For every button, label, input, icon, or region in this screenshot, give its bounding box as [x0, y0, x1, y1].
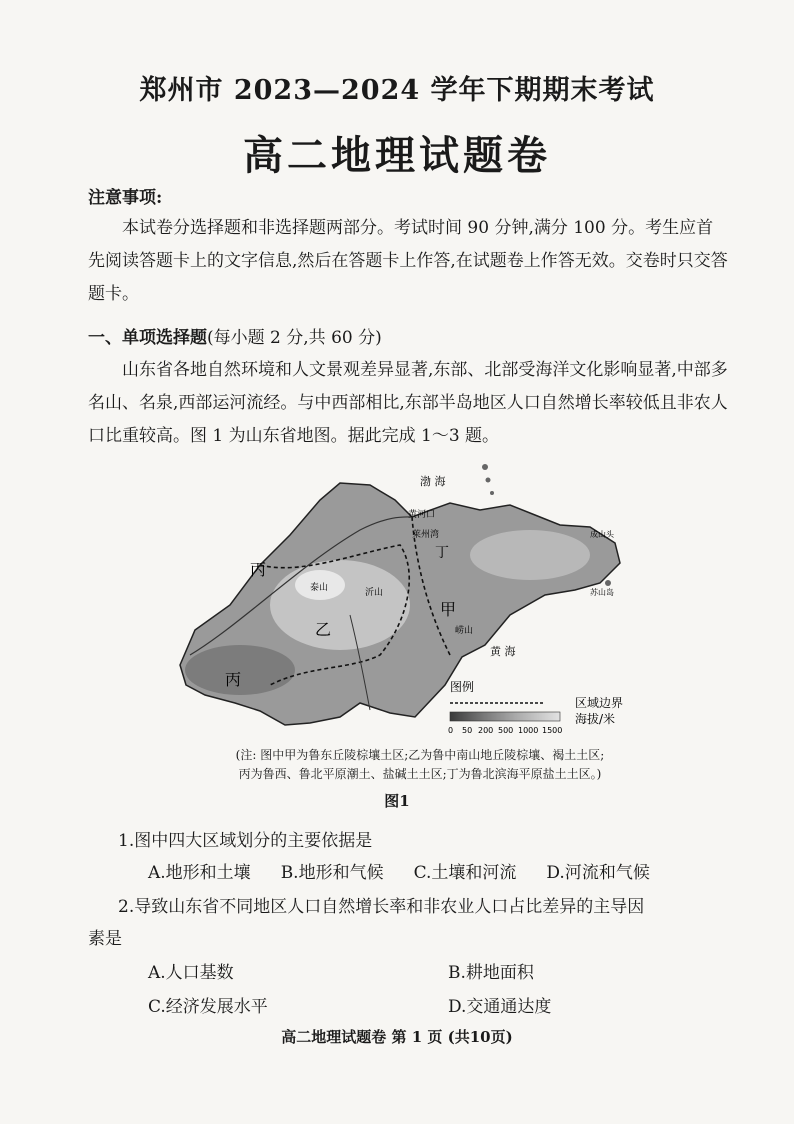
q2-option-d: D.交通通达度: [448, 997, 552, 1017]
label-huanghekou: 黄河口: [408, 510, 436, 520]
legend-tick: 1000: [518, 726, 539, 735]
exam-subtitle: 高二地理试题卷: [243, 132, 551, 179]
label-chengshantou: 成山头: [590, 530, 614, 539]
notice-body: 本试卷分选择题和非选择题两部分。考试时间 90 分钟,满分 100 分。考生应首先阅读答题卡上的文字信息,然后在答题卡上作答,在试题卷上作答无效。交卷时只交答题卡。: [88, 218, 728, 304]
central-mountains: [270, 560, 410, 650]
label-yishan: 沂山: [365, 588, 384, 598]
label-laizhouwan: 莱州湾: [412, 530, 440, 540]
q1-option-a: A.地形和土壤: [148, 863, 251, 883]
island: [605, 580, 611, 586]
island: [490, 491, 494, 495]
page-footer: 高二地理试题卷 第 1 页 (共10页): [281, 1028, 513, 1046]
label-bing-north: 丙: [250, 560, 267, 579]
legend-ticks: [448, 726, 562, 735]
figure-caption: 图1: [384, 792, 410, 810]
legend-boundary-label: 区域边界: [575, 696, 624, 710]
shandong-map: [150, 455, 650, 745]
legend-tick: 0: [448, 726, 454, 735]
question-1-stem: 1.图中四大区域划分的主要依据是: [118, 831, 373, 851]
label-ding: 丁: [435, 545, 449, 561]
question-2-stem-cont: 素是: [88, 929, 122, 949]
q1-option-d: D.河流和气候: [546, 863, 650, 883]
label-sushandao: 苏山岛: [590, 588, 614, 597]
label-laoshan: 崂山: [455, 626, 474, 636]
section-heading-label: 一、单项选择题: [88, 328, 207, 348]
q2-option-a: A.人口基数: [148, 963, 234, 983]
island: [486, 478, 491, 483]
map-note: [160, 746, 680, 784]
map-note-line1: (注: 图中甲为鲁东丘陵棕壤土区;乙为鲁中南山地丘陵棕壤、褐土土区;: [235, 748, 605, 762]
legend-elev-bar: [450, 712, 560, 721]
eastern-hills: [470, 530, 590, 580]
label-bohai: 渤 海: [420, 475, 446, 488]
question-2-stem: 2.导致山东省不同地区人口自然增长率和非农业人口占比差异的主导因: [118, 897, 645, 917]
map-note-line2: 丙为鲁西、鲁北平原潮土、盐碱土土区;丁为鲁北滨海平原盐土土区。): [238, 767, 602, 781]
section-intro: 山东省各地自然环境和人文景观差异显著,东部、北部受海洋文化影响显著,中部多名山、名泉,西部运河流经。与中西部相比,东部半岛地区人口自然增长率较低且非农人口比重较高。图 1 为山东省地图。据此完成 1～3 题。: [88, 360, 728, 446]
exam-title: 郑州市 2023—2024 学年下期期末考试: [139, 75, 655, 106]
label-yi: 乙: [315, 620, 332, 639]
label-jia: 甲: [440, 600, 457, 619]
legend-elev-label: 海拔/米: [575, 712, 616, 726]
notice-heading: 注意事项:: [88, 188, 163, 208]
label-taishan: 泰山: [310, 583, 329, 593]
legend-tick: 500: [498, 726, 514, 735]
q1-option-c: C.土壤和河流: [413, 863, 517, 883]
map-svg: [150, 455, 650, 745]
legend-tick: 200: [478, 726, 494, 735]
legend-title: 图例: [450, 680, 475, 694]
q2-option-c: C.经济发展水平: [148, 997, 268, 1017]
q2-option-b: B.耕地面积: [448, 963, 534, 983]
legend-tick: 1500: [542, 726, 563, 735]
section-heading-note: (每小题 2 分,共 60 分): [207, 328, 382, 348]
question-1-options: [148, 858, 728, 883]
label-huanghai: 黄 海: [490, 645, 516, 658]
section-heading: [88, 322, 728, 355]
legend-tick: 50: [462, 726, 473, 735]
label-bing-west: 丙: [225, 670, 242, 689]
q1-option-b: B.地形和气候: [280, 863, 384, 883]
island: [482, 464, 488, 470]
